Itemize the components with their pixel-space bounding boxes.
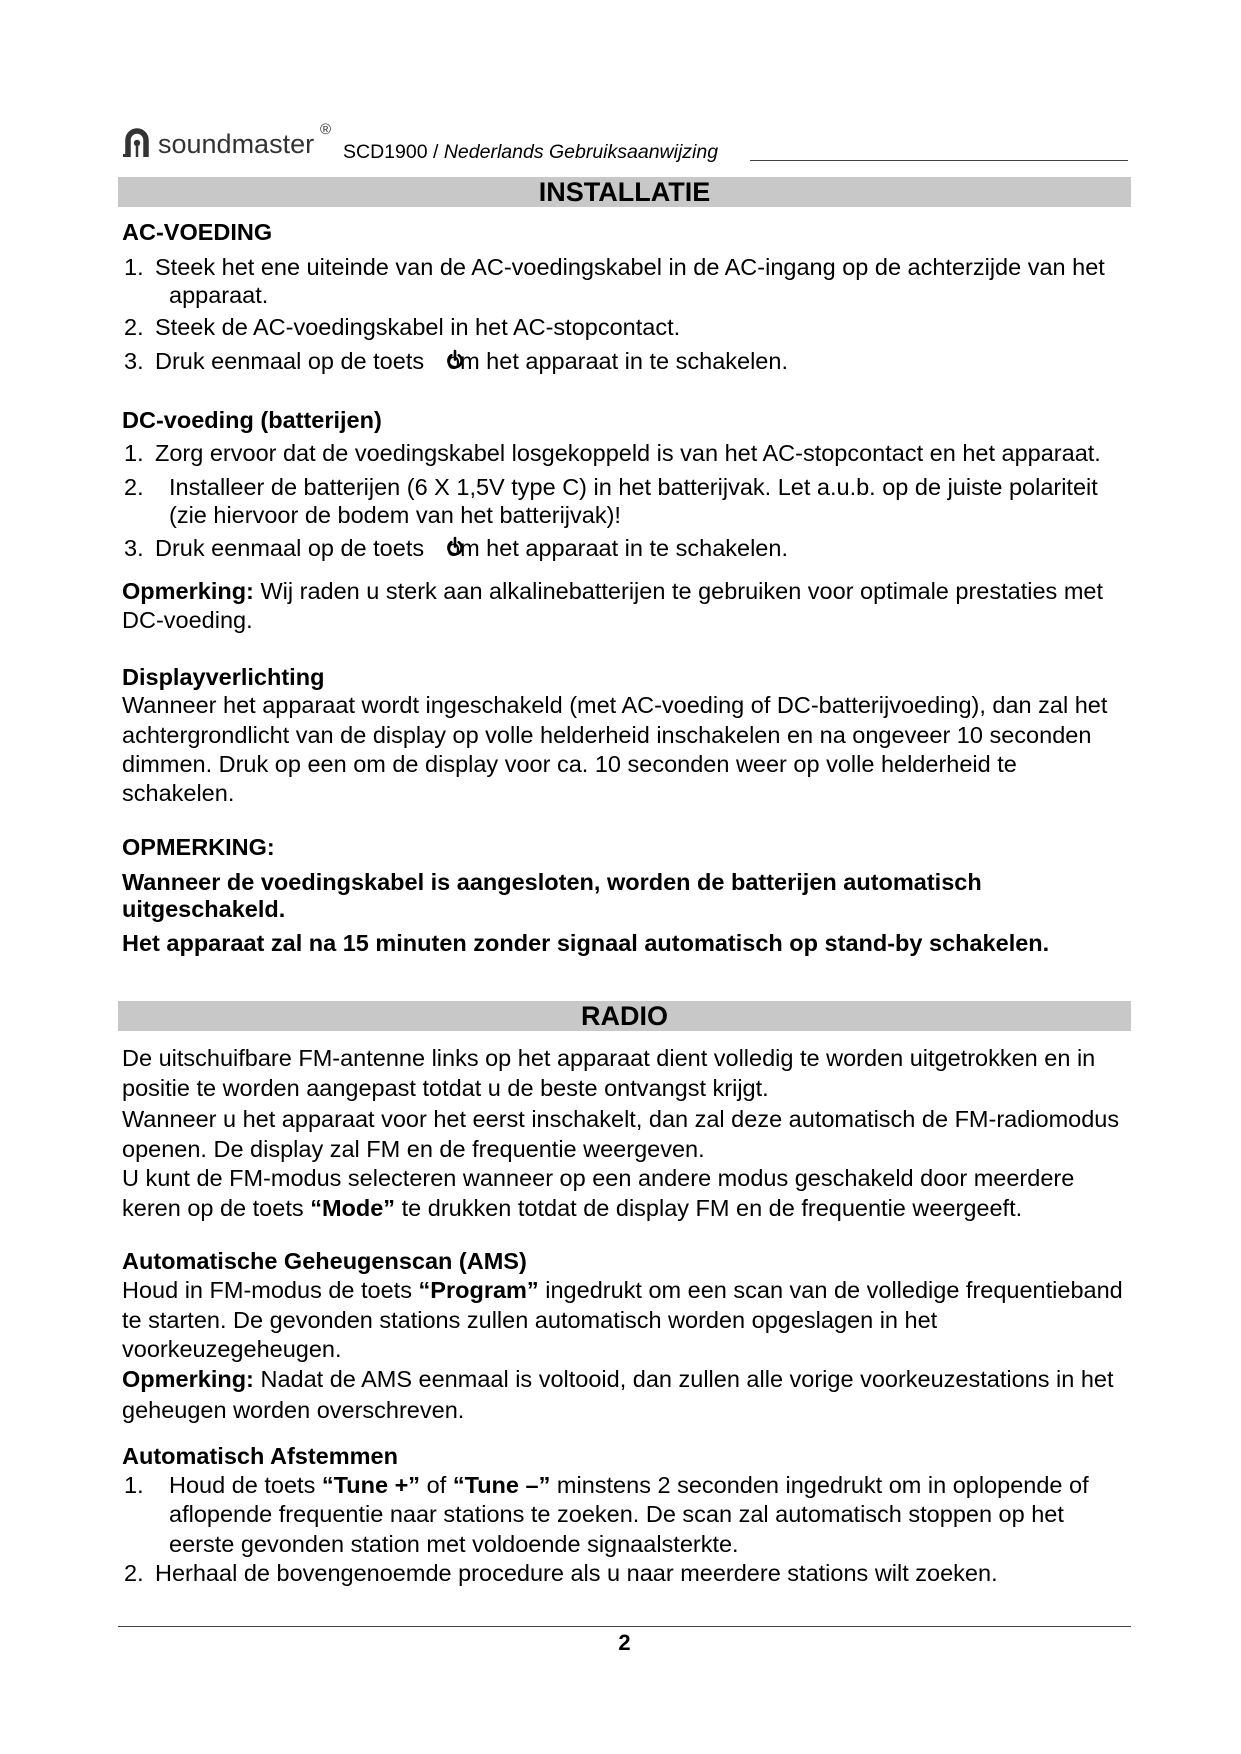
displayverlichting-line: dimmen. Druk op een om de display voor ca. 10 seconden weer op volle helderheid te [122,751,1017,777]
warning-heading: OPMERKING: [122,834,275,860]
section-bar-radio [118,1001,1131,1031]
displayverlichting-heading: Displayverlichting [122,664,325,690]
ams-note-text: Nadat de AMS eenmaal is voltooid, dan zullen alle vorige voorkeuzestations in het [260,1366,1114,1392]
ac-step-3-text-after-icon: om het apparaat in te schakelen. [447,348,788,374]
ams-heading: Automatische Geheugenscan (AMS) [122,1248,527,1274]
ac-step-1-number: 1. [124,254,144,280]
radio-intro-line: U kunt de FM-modus selecteren wanneer op een andere modus geschakeld door meerdere [122,1165,1075,1191]
power-icon [445,349,465,370]
tune-line-middle: of [426,1472,447,1498]
header-rule [750,160,1128,161]
dc-step-2-number: 2. [124,474,144,500]
note-text: Wij raden u sterk aan alkalinebatterijen te gebruiken voor optimale prestaties met [260,578,1103,604]
tune-step-2-text: Herhaal de bovengenoemde procedure als u naar meerdere stations wilt zoeken. [155,1560,998,1586]
ac-step-2-number: 2. [124,314,144,340]
ac-step-3-text-before-icon: Druk eenmaal op de toets [155,348,425,374]
ams-line: te starten. De gevonden stations zullen automatisch worden opgeslagen in het [122,1307,938,1333]
warning-line: uitgeschakeld. [122,896,286,922]
tune-minus-key-label: “Tune –” [452,1472,551,1498]
manual-title: Nederlands Gebruiksaanwijzing [443,141,719,163]
tune-step-1-number: 1. [124,1472,144,1498]
ams-line: voorkeuzegeheugen. [122,1336,342,1362]
dc-step-3-text-before-icon: Druk eenmaal op de toets [155,535,425,561]
radio-intro-line: Wanneer u het apparaat voor het eerst inschakelt, dan zal deze automatisch de FM-radiomodus [122,1106,1120,1132]
section-title-installatie: INSTALLATIE [538,177,711,207]
dc-step-2-text: Installeer de batterijen (6 X 1,5V type C) in het batterijvak. Let a.u.b. op de juiste polariteit [169,474,1098,500]
footer-rule [118,1626,1131,1627]
auto-tune-heading: Automatisch Afstemmen [122,1443,398,1469]
note-label: Opmerking: [122,578,254,604]
displayverlichting-line: Wanneer het apparaat wordt ingeschakeld (met AC-voeding of DC-batterijvoeding), dan zal het [122,692,1108,718]
tune-line-after: minstens 2 seconden ingedrukt om in oplopende of [556,1472,1089,1498]
ams-note-text-cont: geheugen worden overschreven. [122,1397,465,1423]
battery-note [122,577,1103,605]
ac-voeding-heading: AC-VOEDING [122,219,273,245]
tune-step-1-text-cont: eerste gevonden station met voldoende signaalsterkte. [169,1531,739,1557]
dc-step-2-text-cont: (zie hiervoor de bodem van het batterijvak)! [169,502,621,528]
mode-key-label: “Mode” [310,1195,396,1221]
mode-line-before: keren op de toets [122,1195,304,1221]
registered-mark: ® [320,121,332,138]
ams-first-line [122,1276,1123,1304]
ac-step-3-number: 3. [124,348,144,374]
soundmaster-logo-icon [121,126,153,158]
ams-line-before: Houd in FM-modus de toets [122,1277,412,1303]
dc-voeding-heading: DC-voeding (batterijen) [122,407,382,433]
dc-step-1-text: Zorg ervoor dat de voedingskabel losgekoppeld is van het AC-stopcontact en het apparaat. [155,440,1101,466]
ac-step-2-text: Steek de AC-voedingskabel in het AC-stopcontact. [155,314,681,340]
mode-line-after: te drukken totdat de display FM en de frequentie weergeeft. [401,1195,1023,1221]
radio-intro-line: openen. De display zal FM en de frequentie weergeven. [122,1136,705,1162]
program-key-label: “Program” [418,1277,539,1303]
note-text-cont: DC-voeding. [122,607,253,633]
displayverlichting-line: schakelen. [122,780,235,806]
model-and-manual-title [343,140,718,164]
tune-step-1-first-line [169,1471,1089,1499]
dc-step-3-number: 3. [124,535,144,561]
warning-line: Het apparaat zal na 15 minuten zonder signaal automatisch op stand-by schakelen. [122,930,1050,956]
ac-step-1-text-cont: apparaat. [169,282,269,308]
displayverlichting-line: achtergrondlicht van de display op volle helderheid inschakelen en na ongeveer 10 seconden [122,722,1092,748]
tune-line-before: Houd de toets [169,1472,316,1498]
page-number: 2 [618,1630,631,1655]
tune-plus-key-label: “Tune +” [321,1472,421,1498]
dc-step-1-number: 1. [124,440,144,466]
tune-step-2-number: 2. [124,1560,144,1586]
section-title-radio: RADIO [581,1001,668,1031]
dc-step-3-text-after-icon: om het apparaat in te schakelen. [447,535,788,561]
tune-step-1-text-cont: aflopende frequentie naar stations te zoeken. De scan zal automatisch stoppen op het [169,1501,1064,1527]
radio-intro-line: De uitschuifbare FM-antenne links op het apparaat dient volledig te worden uitgetrokken en in [122,1045,1096,1071]
ams-note [122,1365,1114,1393]
radio-mode-line [122,1194,1022,1222]
brand-name: soundmaster [158,129,315,159]
section-bar-installatie [118,177,1131,207]
power-icon [445,536,465,557]
ac-step-1-text: Steek het ene uiteinde van de AC-voedingskabel in de AC-ingang op de achterzijde van het [155,254,1105,280]
ams-note-label: Opmerking: [122,1366,254,1392]
ams-line-after: ingedrukt om een scan van de volledige frequentieband [545,1277,1123,1303]
warning-line: Wanneer de voedingskabel is aangesloten, worden de batterijen automatisch [122,869,982,895]
radio-intro-line: positie te worden aangepast totdat u de beste ontvangst krijgt. [122,1075,769,1101]
model-number: SCD1900 / [343,141,439,163]
